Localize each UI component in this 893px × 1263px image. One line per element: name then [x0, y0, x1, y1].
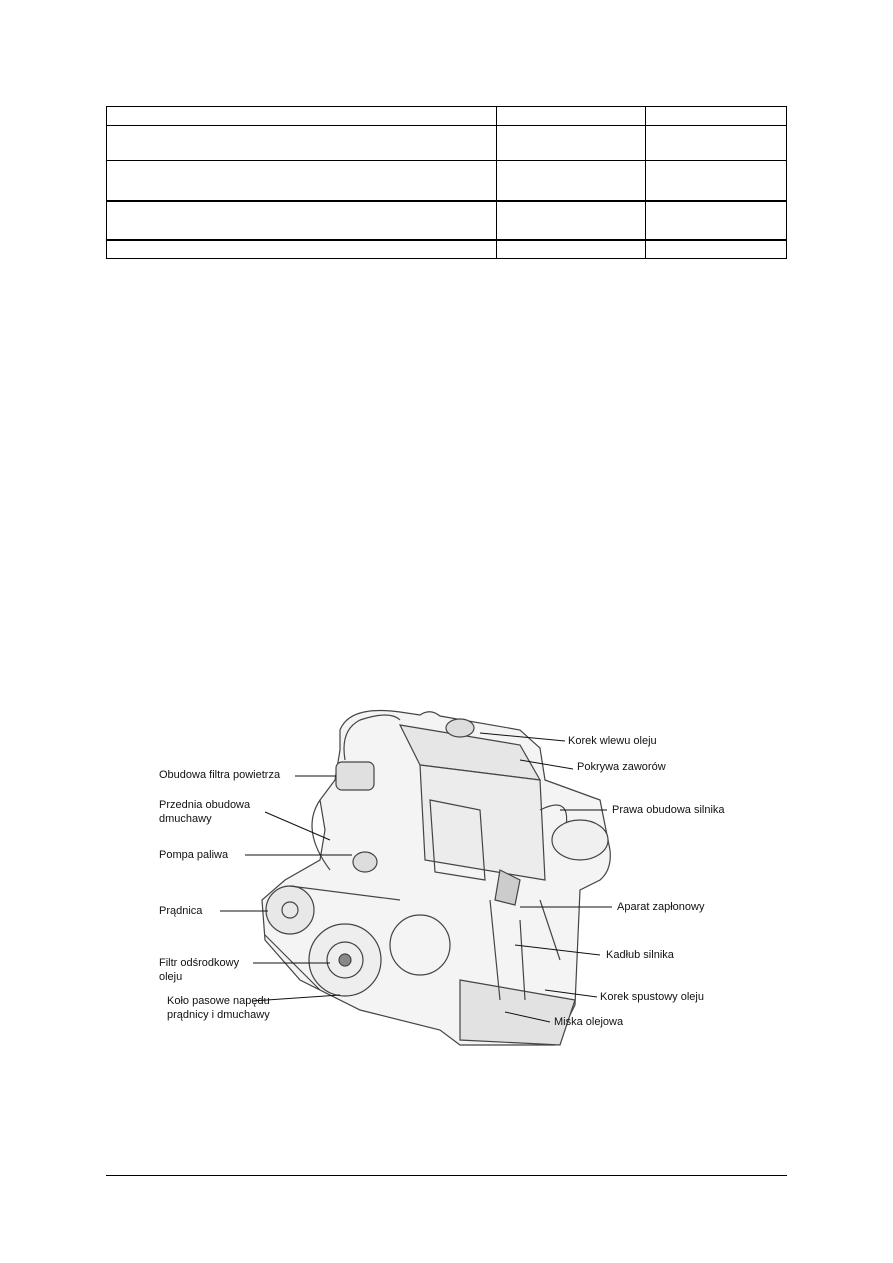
label-pulley — [167, 994, 270, 1022]
label-generator: Prądnica — [159, 905, 203, 917]
label-line: Koło pasowe napędu — [167, 995, 270, 1007]
engine-drawing — [262, 710, 610, 1045]
label-line: prądnicy i dmuchawy — [167, 1009, 270, 1021]
label-air-filter-housing: Obudowa filtra powietrza — [159, 769, 281, 781]
label-valve-cover: Pokrywa zaworów — [577, 761, 666, 773]
label-centrifugal-oil-filter — [159, 956, 239, 984]
label-ignition-distributor: Aparat zapłonowy — [617, 901, 705, 913]
label-right-engine-housing: Prawa obudowa silnika — [612, 804, 725, 816]
label-oil-filler-cap: Korek wlewu oleju — [568, 735, 657, 747]
label-line: Filtr odśrodkowy — [159, 957, 240, 969]
label-line: oleju — [159, 971, 183, 983]
label-oil-pan: Miska olejowa — [554, 1016, 624, 1028]
footer-divider — [106, 1175, 787, 1176]
label-engine-block: Kadłub silnika — [606, 949, 674, 961]
label-front-blower-housing — [159, 798, 250, 826]
label-line: dmuchawy — [159, 813, 212, 825]
label-oil-drain-plug: Korek spustowy oleju — [600, 991, 704, 1003]
label-line: Przednia obudowa — [159, 799, 251, 811]
label-fuel-pump: Pompa paliwa — [159, 849, 229, 861]
